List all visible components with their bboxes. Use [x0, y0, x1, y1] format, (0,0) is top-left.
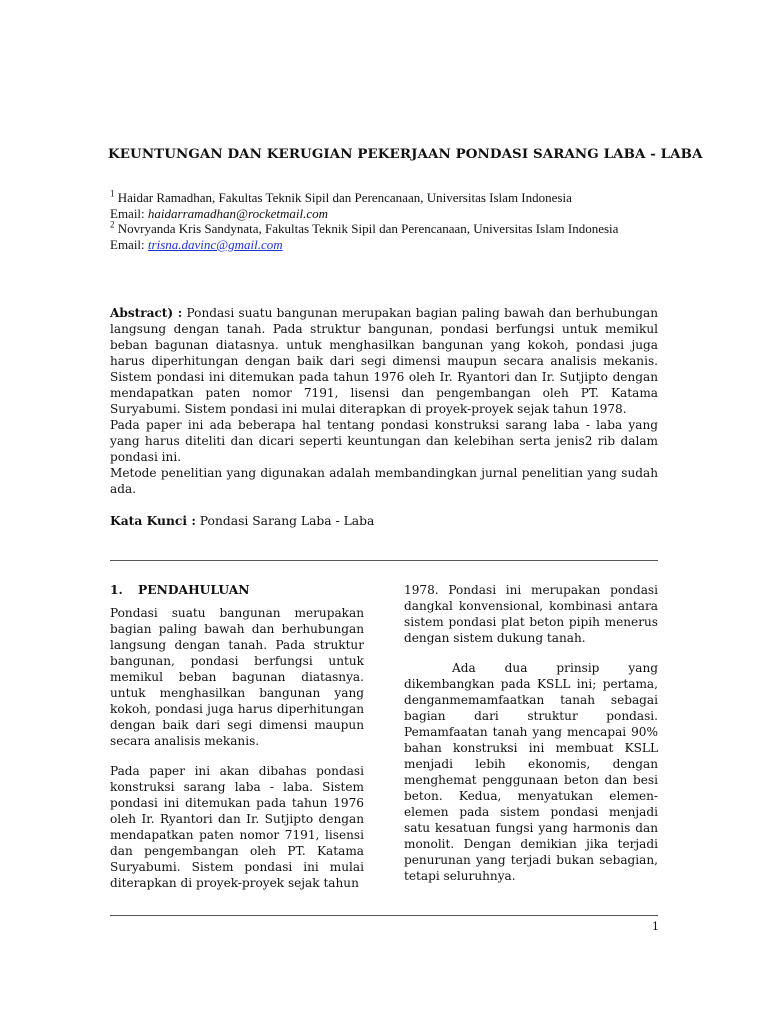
body-paragraph-left-2: Pada paper ini akan dibahas pondasi konstruksi sarang laba - laba. Sistem pondasi ini ditemukan pada tahun 1976 oleh Ir. Ryantori dan Ir. Sutjipto dengan mendapatkan paten nomor 7191, lisensi dan pengembangan oleh PT. Katama Suryabumi. Sistem pondasi ini mulai diterapkan di proyek-proyek sejak tahun	[110, 764, 364, 890]
author-1-email: haidarramadhan@rocketmail.com	[147, 205, 329, 221]
author-1-superscript: 1	[110, 188, 115, 199]
divider-top	[110, 560, 658, 561]
body-paragraph-right-1: 1978. Pondasi ini merupakan pondasi dangkal konvensional, kombinasi antara sistem pondasi plat beton pipih menerus dengan sistem dukung tanah.	[404, 583, 658, 645]
keywords-line	[110, 513, 658, 528]
author-1-email-label: Email:	[110, 205, 148, 221]
author-2-email-link[interactable]: trisna.davinc@gmail.com	[147, 236, 283, 252]
body-paragraph-left-1: Pondasi suatu bangunan merupakan bagian paling bawah dan berhubungan langsung dengan tanah. Pada struktur bangunan, pondasi berfungsi untuk memikul beban bagunan diatasnya. untuk menghasilkan bangunan yang kokoh, pondasi juga harus diperhitungan dengan baik dari segi dimensi maupun secara analisis mekanis.	[110, 606, 364, 748]
author-2-affiliation: Novryanda Kris Sandynata, Fakultas Teknik Sipil dan Perencanaan, Universitas Islam Indonesia	[114, 221, 619, 237]
column-left	[110, 582, 364, 905]
author-1	[110, 190, 660, 206]
body-paragraph-right-2: Ada dua prinsip yang dikembangkan pada KSLL ini; pertama, denganmemamfaatkan tanah sebagai bagian dari struktur pondasi. Pemamfaatan tanah yang mencapai 90% bahan konstruksi ini membuat KSLL menjadi lebih ekonomis, dengan menghemat penggunaan beton dan besi beton. Kedua, menyatukan elemen-elemen pada sistem pondasi menjadi satu kesatuan fungsi yang harmonis dan monolit. Dengan demikian jika terjadi penurunan yang terjadi bukan sebagian, tetapi seluruhnya.	[404, 661, 658, 883]
author-2-email-line	[110, 237, 660, 253]
section-heading	[110, 582, 364, 598]
abstract-label-suffix: ) :	[167, 306, 183, 320]
section-title: PENDAHULUAN	[138, 582, 250, 597]
author-1-email-line	[110, 206, 660, 222]
abstract-label: Abstract	[110, 306, 168, 320]
keywords-text: Pondasi Sarang Laba - Laba	[195, 514, 375, 528]
abstract-section	[110, 305, 658, 497]
author-2-superscript: 2	[110, 219, 115, 230]
keywords-label: Kata Kunci :	[110, 513, 196, 528]
abstract-paragraph-2: Pada paper ini ada beberapa hal tentang pondasi konstruksi sarang laba - laba yang yang harus diteliti dan dicari seperti keuntungan dan kelebihan serta jenis2 rib dalam pondasi ini.	[110, 418, 658, 464]
author-block	[110, 190, 660, 252]
column-right	[404, 582, 658, 898]
paper-title: KEUNTUNGAN DAN KERUGIAN PEKERJAAN PONDASI SARANG LABA - LABA	[108, 146, 703, 162]
author-2	[110, 221, 660, 237]
abstract-paragraph-1	[110, 305, 658, 417]
page-number: 1	[652, 920, 659, 933]
author-1-affiliation: Haidar Ramadhan, Fakultas Teknik Sipil dan Perencanaan, Universitas Islam Indonesia	[114, 190, 572, 205]
divider-footer	[110, 915, 658, 916]
abstract-paragraph-3: Metode penelitian yang digunakan adalah membandingkan jurnal penelitian yang sudah ada.	[110, 466, 658, 496]
abstract-text-1: Pondasi suatu bangunan merupakan bagian paling bawah dan berhubungan langsung dengan tanah. Pada struktur bangunan, pondasi berfungsi untuk memikul beban bagunan diatasnya. untuk menghasilkan bangunan yang kokoh, pondasi juga harus diperhitungan dengan baik dari segi dimensi maupun secara analisis mekanis. Sistem pondasi ini ditemukan pada tahun 1976 oleh Ir. Ryantori dan Ir. Sutjipto dengan mendapatkan paten nomor 7191, lisensi dan pengembangan oleh PT. Katama Suryabumi. Sistem pondasi ini mulai diterapkan di proyek-proyek sejak tahun 1978.	[110, 306, 658, 416]
author-2-email-label: Email:	[110, 236, 148, 252]
section-number: 1.	[110, 582, 123, 597]
